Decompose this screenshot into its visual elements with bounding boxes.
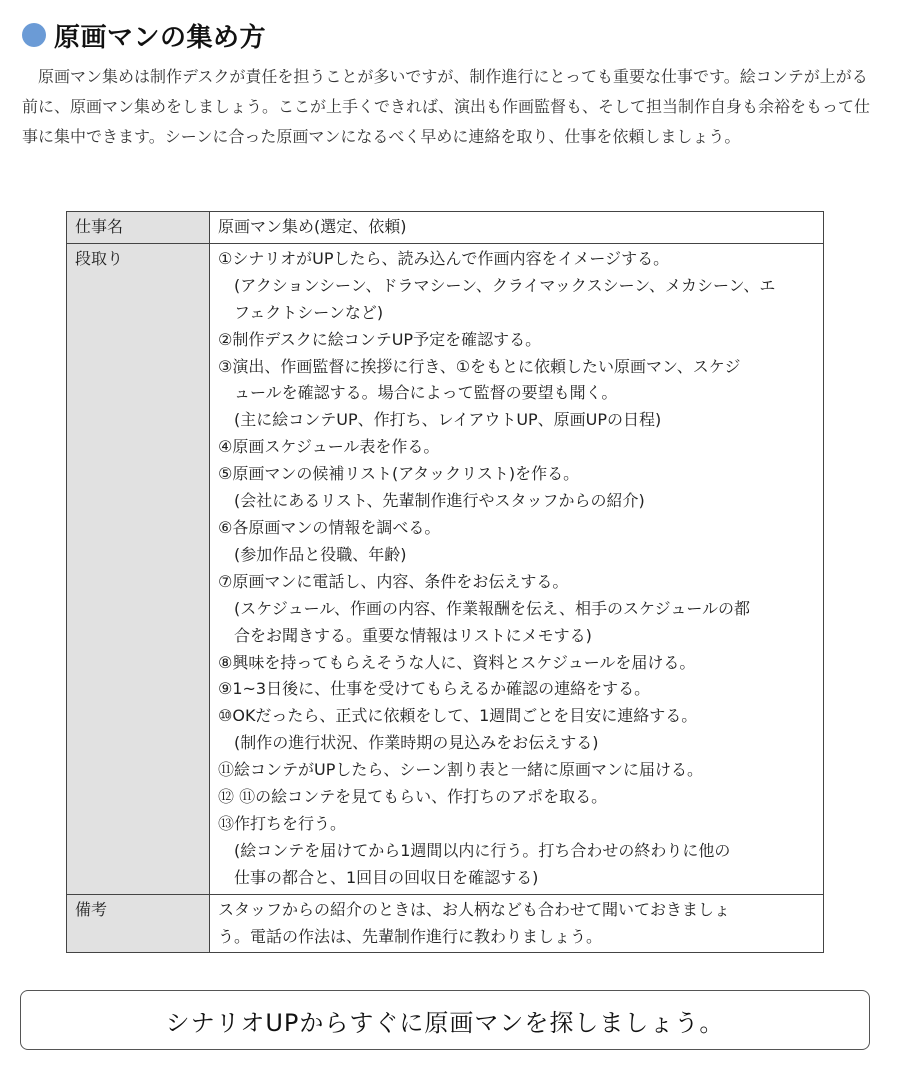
step-note-line: (スケジュール、作画の内容、作業報酬を伝え、相手のスケジュールの都 (234, 598, 751, 618)
step-line: ④原画スケジュール表を作る。 (218, 437, 440, 457)
row-label: 仕事名 (67, 212, 210, 244)
step-note-line: 仕事の都合と、1回目の回収日を確認する) (234, 867, 539, 887)
table-row (67, 243, 824, 894)
section-title: 原画マンの集め方 (54, 22, 267, 53)
step-line: ⑪絵コンテがUPしたら、シーン割り表と一緒に原画マンに届ける。 (218, 760, 704, 780)
row-label: 段取り (67, 243, 210, 894)
row-content (210, 212, 824, 244)
step-line: ⑫ ⑪の絵コンテを見てもらい、作打ちのアポを取る。 (218, 787, 608, 807)
step-note-line: ュールを確認する。場合によって監督の要望も聞く。 (234, 383, 618, 403)
intro-paragraph (22, 62, 882, 152)
step-note-line: (絵コンテを届けてから1週間以内に行う。打ち合わせの終わりに他の (234, 840, 731, 860)
section-heading (22, 14, 266, 56)
summary-text: シナリオUPからすぐに原画マンを探しましょう。 (165, 1008, 725, 1037)
intro-text: 原画マン集めは制作デスクが責任を担うことが多いですが、制作進行にとっても重要な仕事です。絵コンテが上がる前に、原画マン集めをしましょう。ここが上手くできれば、演出も作画監督も、そして担当制作自身も余裕をもって仕事に集中できます。シーンに合った原画マンになるべく早めに連絡を取り、仕事を依頼しましょう。 (22, 67, 871, 146)
step-line: ⑩OKだったら、正式に依頼をして、1週間ごとを目安に連絡する。 (218, 706, 698, 726)
row-label: 備考 (67, 894, 210, 953)
step-line: ②制作デスクに絵コンテUP予定を確認する。 (218, 329, 542, 349)
blue-circle-bullet-icon (22, 23, 46, 47)
step-line: ⑬作打ちを行う。 (218, 813, 347, 833)
step-note-line: (主に絵コンテUP、作打ち、レイアウトUP、原画UPの日程) (234, 410, 662, 430)
step-note-line: (参加作品と役職、年齢) (234, 544, 407, 564)
step-line: ⑥各原画マンの情報を調べる。 (218, 517, 441, 537)
summary-box (20, 990, 870, 1050)
step-note-line: フェクトシーンなど) (234, 302, 384, 322)
step-line: 原画マン集め(選定、依頼) (218, 217, 407, 236)
step-line: ③演出、作画監督に挨拶に行き、①をもとに依頼したい原画マン、スケジ (218, 356, 741, 376)
row-content (210, 243, 824, 894)
step-line: ①シナリオがUPしたら、読み込んで作画内容をイメージする。 (218, 248, 670, 268)
table-row (67, 212, 824, 244)
step-line: スタッフからの紹介のときは、お人柄なども合わせて聞いておきましょ (218, 899, 731, 919)
task-table-body (67, 212, 824, 953)
step-note-line: (制作の進行状況、作業時期の見込みをお伝えする) (234, 733, 599, 753)
step-note-line: (会社にあるリスト、先輩制作進行やスタッフからの紹介) (234, 491, 645, 511)
row-content (210, 894, 824, 953)
step-note-line: 合をお聞きする。重要な情報はリストにメモする) (234, 625, 592, 645)
step-line: ⑨1~3日後に、仕事を受けてもらえるか確認の連絡をする。 (218, 679, 651, 699)
step-line: う。電話の作法は、先輩制作進行に教わりましょう。 (218, 926, 603, 946)
step-line: ⑧興味を持ってもらえそうな人に、資料とスケジュールを届ける。 (218, 652, 696, 672)
table-row (67, 894, 824, 953)
step-line: ⑤原画マンの候補リスト(アタックリスト)を作る。 (218, 464, 580, 484)
task-table (66, 211, 824, 953)
step-note-line: (アクションシーン、ドラマシーン、クライマックスシーン、メカシーン、エ (234, 275, 776, 295)
step-line: ⑦原画マンに電話し、内容、条件をお伝えする。 (218, 571, 569, 591)
